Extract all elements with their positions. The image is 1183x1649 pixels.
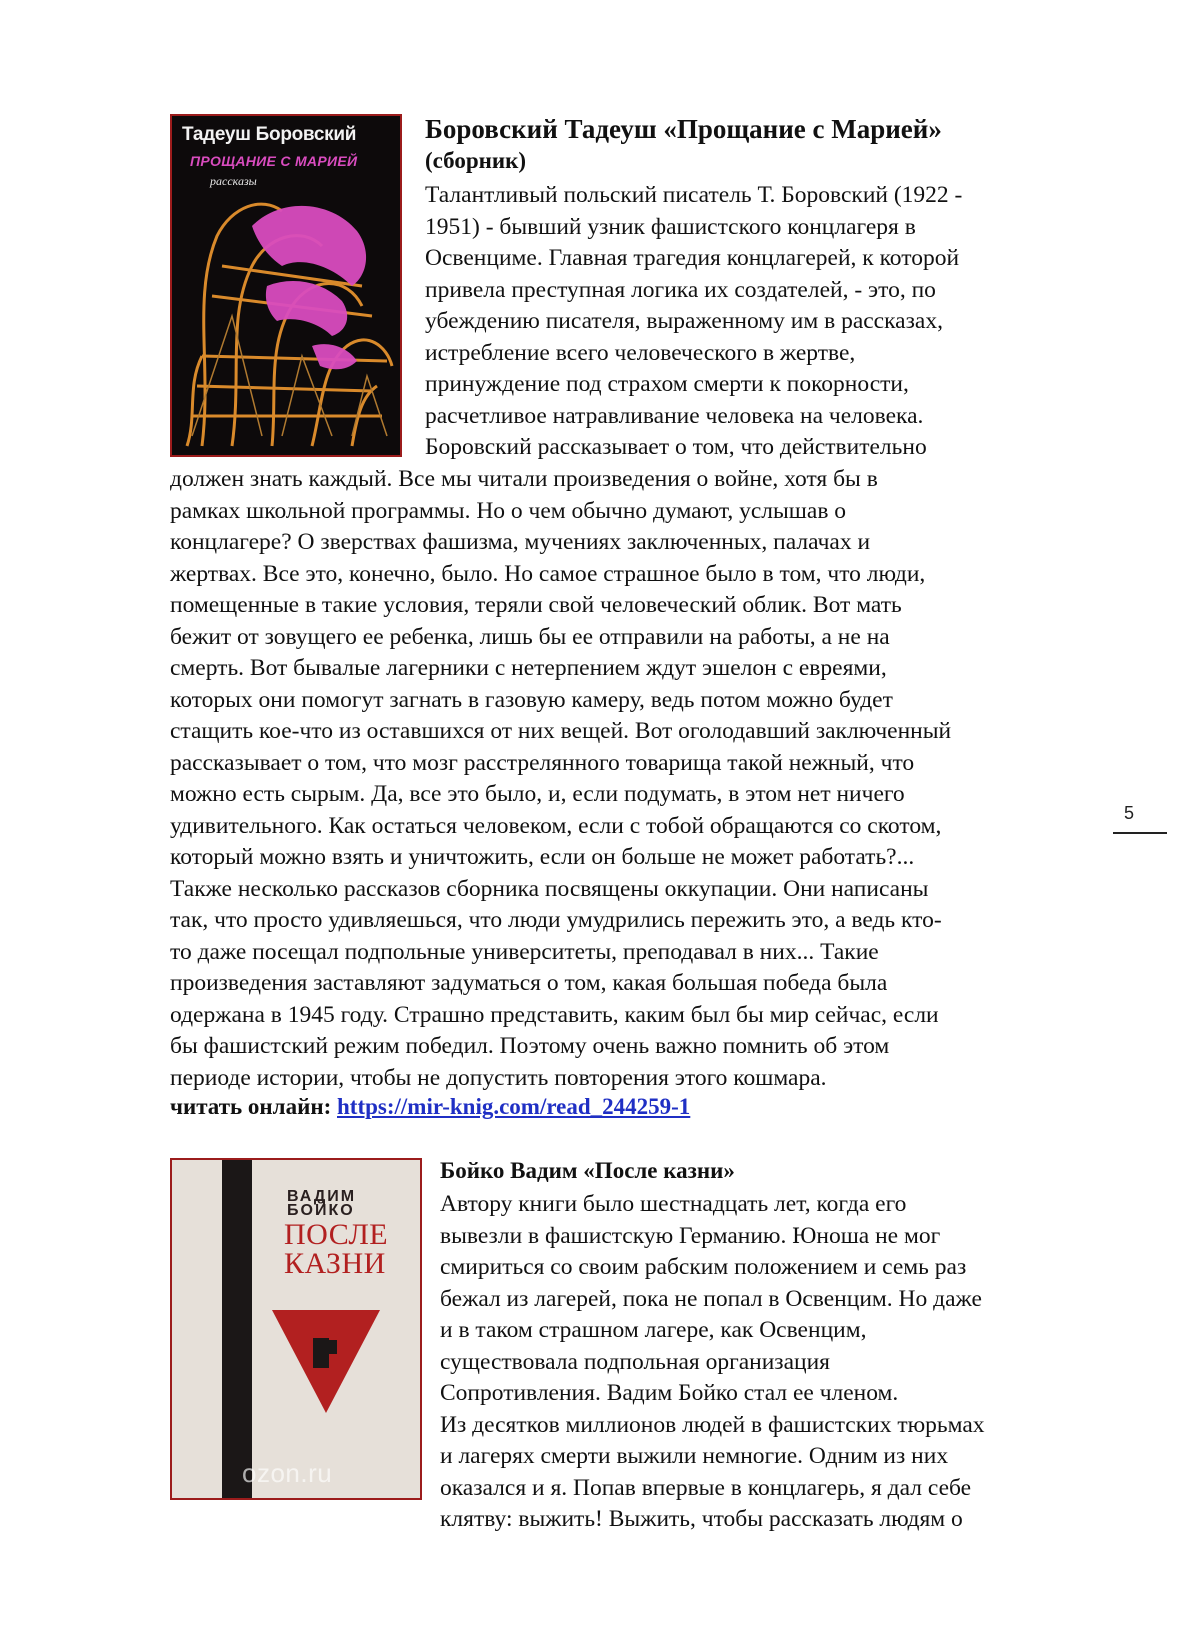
text-line: принуждение под страхом смерти к покорности, (425, 371, 909, 397)
text-line: и в таком страшном лагере, как Освенцим, (440, 1317, 867, 1343)
book-description-top (425, 180, 962, 432)
text-line: существовала подпольная организация (440, 1348, 830, 1375)
text-line: жертвах. Все это, конечно, было. Но самое страшное было в том, что люди, (170, 560, 926, 587)
cover-title: ПОСЛЕ КАЗНИ (284, 1218, 389, 1280)
text-line: произведения заставляют задуматься о том, какая большая победа была (170, 970, 888, 996)
text-line: рамках школьной программы. Но о чем обычно думают, услышав о (170, 497, 847, 524)
book-cover-borovsky (170, 114, 402, 457)
book-description-bottom (170, 464, 951, 1094)
text-line: помещенные в такие условия, теряли свой человеческий облик. Вот мать (170, 592, 902, 618)
text-line: Талантливый польский писатель Т. Боровский (1922 - (425, 182, 963, 208)
text-line: расчетливое натравливание человека на человека. (425, 402, 924, 429)
book-heading: Бойко Вадим «После казни» (440, 1158, 735, 1183)
read-online-label: читать онлайн: (170, 1094, 332, 1119)
text-line: 1951) - бывший узник фашистского концлагеря в (425, 213, 916, 240)
text-line: бы фашистский режим победил. Поэтому очень важно помнить об этом (170, 1033, 890, 1059)
text-line: бежал из лагерей, пока не попал в Освенцим. Но даже (440, 1285, 982, 1312)
text-line: Также несколько рассказов сборника посвящены оккупации. Они написаны (170, 875, 929, 902)
text-line: Освенциме. Главная трагедия концлагерей, к которой (425, 245, 960, 271)
text-line: которых они помогут загнать в газовую камеру, ведь потом можно будет (170, 686, 893, 713)
read-online-link[interactable]: https://mir-knig.com/read_244259-1 (337, 1094, 691, 1119)
cover-author: Тадеуш Боровский (182, 124, 357, 145)
book-heading-note: (сборник) (425, 148, 527, 173)
text-line: бежит от зовущего ее ребенка, лишь бы ее отправили на работы, а не на (170, 623, 890, 650)
text-line: Сопротивления. Вадим Бойко стал ее членом. (440, 1380, 899, 1406)
text-line: истребление всего человеческого в жертве, (425, 339, 856, 366)
book-description-wrap-line (425, 432, 927, 464)
text-line: Автору книги было шестнадцать лет, когда его (440, 1191, 907, 1217)
text-line: Боровский рассказывает о том, что действительно (425, 434, 927, 460)
text-line: можно есть сырым. Да, все это было, и, если подумать, в этом нет ничего (170, 781, 905, 807)
text-line: одержана в 1945 году. Страшно представить, каким был бы мир сейчас, если (170, 1001, 939, 1028)
text-line: убеждению писателя, выраженному им в рассказах, (425, 308, 943, 334)
text-line: смерть. Вот бывалые лагерники с нетерпением ждут эшелон с евреями, (170, 655, 887, 681)
cover-title: ПРОЩАНИЕ С МАРИЕЙ (190, 153, 358, 169)
text-line: привела преступная логика их создателей, - это, по (425, 276, 936, 303)
book-cover-boyko (170, 1158, 422, 1500)
ozon-watermark: ozon.ru (242, 1458, 333, 1488)
book-description (440, 1189, 985, 1536)
read-online-line (170, 1091, 690, 1122)
page-number-rule (1113, 832, 1167, 834)
text-line: и лагерях смерти выжили немногие. Одним из них (440, 1443, 949, 1469)
text-line: то даже посещал подпольные университеты, преподавал в них... Такие (170, 938, 879, 965)
text-line: рассказывает о том, что мозг расстрелянного товарища такой нежный, что (170, 749, 915, 776)
cover-subtitle: рассказы (210, 174, 257, 188)
text-line: стащить кое-что из оставшихся от них вещей. Вот оголодавший заключенный (170, 718, 952, 744)
text-line: клятву: выжить! Выжить, чтобы рассказать людям о (440, 1506, 963, 1532)
text-line: концлагере? О зверствах фашизма, мучениях заключенных, палачах и (170, 529, 871, 555)
text-line: удивительного. Как остаться человеком, если с тобой обращаются со скотом, (170, 812, 942, 839)
page-number: 5 (1124, 803, 1135, 823)
cover-author: ВАДИМ БОЙКО (287, 1188, 357, 1219)
text-line: оказался и я. Попав впервые в концлагерь, я дал себе (440, 1474, 972, 1501)
text-line: периоде истории, чтобы не допустить повторения этого кошмара. (170, 1064, 827, 1091)
text-line: смириться со своим рабским положением и семь раз (440, 1254, 967, 1280)
text-line: вывезли в фашистскую Германию. Юноша не мог (440, 1222, 941, 1249)
book-heading: Боровский Тадеуш «Прощание с Марией» (425, 114, 942, 144)
text-line: должен знать каждый. Все мы читали произведения о войне, хотя бы в (170, 466, 878, 492)
text-line: Из десятков миллионов людей в фашистских тюрьмах (440, 1411, 985, 1438)
text-line: так, что просто удивляешься, что люди умудрились пережить это, а ведь кто- (170, 907, 942, 933)
text-line: который можно взять и уничтожить, если он больше не может работать?... (170, 844, 915, 870)
